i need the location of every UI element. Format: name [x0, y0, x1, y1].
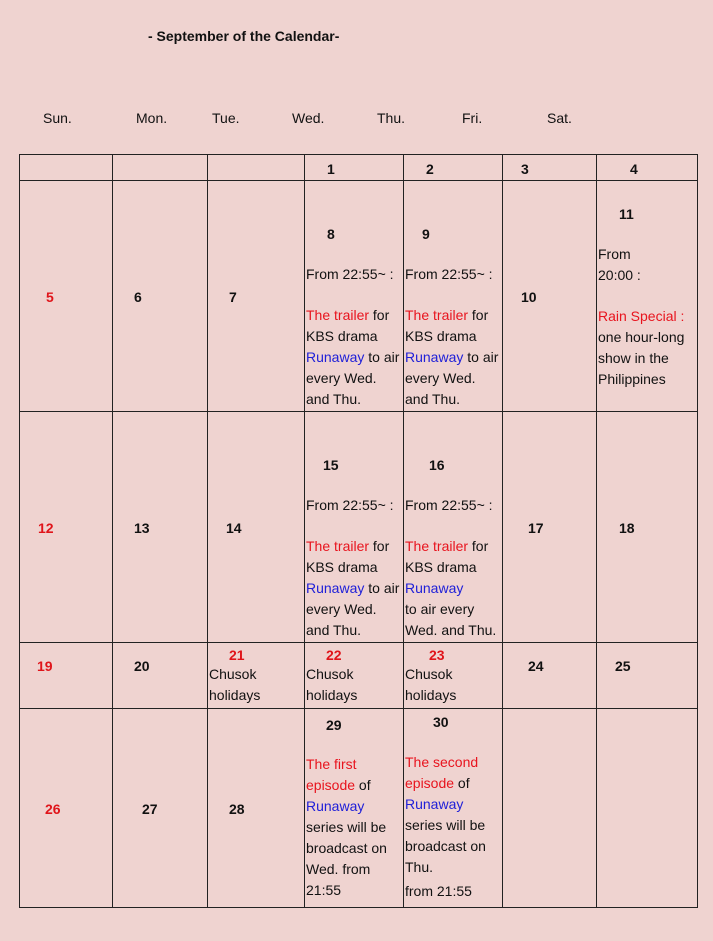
- day-cell-11: [597, 181, 698, 412]
- event-note: [306, 495, 403, 641]
- day-cell-20: [113, 643, 208, 709]
- day-cell-3: [503, 155, 597, 181]
- day-cell-14: [208, 412, 305, 643]
- week-row-3: [20, 643, 698, 709]
- event-note: [306, 664, 403, 706]
- event-text: to air every: [405, 601, 475, 617]
- event-text: KBS drama: [405, 559, 477, 575]
- event-time: From 22:55~ :: [405, 497, 493, 513]
- day-number: 30: [433, 714, 449, 730]
- event-note: [598, 244, 697, 390]
- day-cell-8: [305, 181, 404, 412]
- day-number: 16: [429, 457, 445, 473]
- day-number: 15: [323, 457, 339, 473]
- event-highlight: episode: [306, 777, 356, 793]
- event-text: of: [454, 775, 470, 791]
- day-number: 29: [326, 717, 342, 733]
- event-trailer-label: The trailer: [405, 307, 469, 323]
- day-number: 8: [327, 226, 335, 242]
- event-time: from 21:55: [405, 883, 472, 899]
- event-highlight: The first: [306, 756, 357, 772]
- event-text: and Thu.: [306, 622, 362, 638]
- event-text: KBS drama: [306, 559, 378, 575]
- day-number: 10: [521, 289, 537, 305]
- calendar-grid: [19, 154, 698, 908]
- event-note: [306, 754, 403, 901]
- day-cell-13: [113, 412, 208, 643]
- day-number: 27: [142, 801, 158, 817]
- weekday-sat: Sat.: [547, 110, 572, 126]
- day-cell-23: [404, 643, 503, 709]
- event-text: broadcast on: [306, 840, 387, 856]
- day-number: 12: [38, 520, 54, 536]
- day-number: 5: [46, 289, 54, 305]
- event-time: From 22:55~ :: [405, 266, 493, 282]
- weekday-tue: Tue.: [212, 110, 240, 126]
- day-cell-16: [404, 412, 503, 643]
- day-cell-7: [208, 181, 305, 412]
- day-cell-28: [208, 709, 305, 908]
- event-text: to air: [364, 349, 400, 365]
- event-text: broadcast on: [405, 838, 486, 854]
- event-text: series will be: [405, 817, 486, 833]
- event-text: for: [468, 538, 489, 554]
- day-cell-30: [404, 709, 503, 908]
- day-cell-12: [20, 412, 113, 643]
- weekday-wed: Wed.: [292, 110, 325, 126]
- weekday-thu: Thu.: [377, 110, 406, 126]
- day-number: 25: [615, 658, 631, 674]
- weekday-mon: Mon.: [136, 110, 168, 126]
- day-number: 6: [134, 289, 142, 305]
- day-cell-18: [597, 412, 698, 643]
- drama-title: Runaway: [405, 580, 464, 596]
- day-cell-empty: [597, 709, 698, 908]
- day-number: 14: [226, 520, 242, 536]
- event-highlight: The second: [405, 754, 479, 770]
- event-text: to air: [364, 580, 400, 596]
- day-cell-15: [305, 412, 404, 643]
- week-row-1: [20, 181, 698, 412]
- event-time: 21:55: [306, 882, 342, 898]
- day-number: 3: [521, 161, 529, 177]
- day-cell-2: [404, 155, 503, 181]
- day-number: 1: [327, 161, 335, 177]
- drama-title: Runaway: [405, 349, 464, 365]
- event-note: [405, 495, 502, 641]
- day-number: 4: [630, 161, 638, 177]
- event-text: From: [598, 246, 631, 262]
- page-title: - September of the Calendar-: [148, 28, 340, 44]
- event-trailer-label: The trailer: [306, 538, 370, 554]
- event-text: :: [676, 308, 685, 324]
- day-cell-21: [208, 643, 305, 709]
- event-time: 20:00 :: [598, 267, 641, 283]
- day-cell-6: [113, 181, 208, 412]
- drama-title: Runaway: [306, 580, 365, 596]
- event-text: Wed. and Thu.: [405, 622, 497, 638]
- event-text: and Thu.: [405, 391, 461, 407]
- day-number: 22: [326, 647, 342, 663]
- day-number: 26: [45, 801, 61, 817]
- event-text: every Wed.: [306, 601, 377, 617]
- day-cell-9: [404, 181, 503, 412]
- day-cell-4: [597, 155, 698, 181]
- day-number: 20: [134, 658, 150, 674]
- day-cell-26: [20, 709, 113, 908]
- day-cell-empty: [113, 155, 208, 181]
- event-text: for: [369, 538, 390, 554]
- day-number: 28: [229, 801, 245, 817]
- day-cell-25: [597, 643, 698, 709]
- event-note: [405, 264, 502, 410]
- day-cell-17: [503, 412, 597, 643]
- drama-title: Runaway: [306, 349, 365, 365]
- day-number: 23: [429, 647, 445, 663]
- event-text: Wed. from: [306, 861, 371, 877]
- day-number: 18: [619, 520, 635, 536]
- day-number: 21: [229, 647, 245, 663]
- day-cell-empty: [503, 709, 597, 908]
- event-time: From 22:55~ :: [306, 497, 394, 513]
- event-text: holidays: [306, 687, 358, 703]
- event-text: Thu.: [405, 859, 434, 875]
- day-cell-1: [305, 155, 404, 181]
- weekday-sun: Sun.: [43, 110, 72, 126]
- event-text: for: [369, 307, 390, 323]
- event-text: show in the: [598, 350, 669, 366]
- day-number: 2: [426, 161, 434, 177]
- week-row-2: [20, 412, 698, 643]
- day-cell-29: [305, 709, 404, 908]
- week-row-4: [20, 709, 698, 908]
- day-cell-22: [305, 643, 404, 709]
- day-number: 19: [37, 658, 53, 674]
- event-time: From 22:55~ :: [306, 266, 394, 282]
- day-cell-empty: [20, 155, 113, 181]
- drama-title: Runaway: [405, 796, 464, 812]
- event-text: Chusok: [306, 666, 354, 682]
- drama-title: Runaway: [306, 798, 365, 814]
- weekday-fri: Fri.: [462, 110, 483, 126]
- day-number: 13: [134, 520, 150, 536]
- day-number: 11: [619, 206, 634, 222]
- event-text: holidays: [405, 687, 457, 703]
- week-row-0: [20, 155, 698, 181]
- event-trailer-label: The trailer: [405, 538, 469, 554]
- event-note: [405, 664, 502, 706]
- event-note: [405, 752, 502, 902]
- day-number: 7: [229, 289, 237, 305]
- day-cell-empty: [208, 155, 305, 181]
- event-text: KBS drama: [405, 328, 477, 344]
- event-text: KBS drama: [306, 328, 378, 344]
- event-text: for: [468, 307, 489, 323]
- day-cell-19: [20, 643, 113, 709]
- event-highlight: episode: [405, 775, 455, 791]
- event-text: holidays: [209, 687, 261, 703]
- event-text: to air: [463, 349, 499, 365]
- event-text: every Wed.: [306, 370, 377, 386]
- event-trailer-label: The trailer: [306, 307, 370, 323]
- event-text: every Wed.: [405, 370, 476, 386]
- event-text: series will be: [306, 819, 387, 835]
- day-number: 24: [528, 658, 544, 674]
- day-cell-27: [113, 709, 208, 908]
- event-note: [209, 664, 304, 706]
- day-cell-10: [503, 181, 597, 412]
- event-text: and Thu.: [306, 391, 362, 407]
- day-number: 17: [528, 520, 544, 536]
- event-text: of: [355, 777, 371, 793]
- event-text: Philippines: [598, 371, 666, 387]
- day-number: 9: [422, 226, 430, 242]
- event-text: Chusok: [405, 666, 453, 682]
- day-cell-24: [503, 643, 597, 709]
- event-text: one hour-long: [598, 329, 685, 345]
- day-cell-5: [20, 181, 113, 412]
- event-text: Chusok: [209, 666, 257, 682]
- event-highlight: Rain Special: [598, 308, 677, 324]
- event-note: [306, 264, 403, 410]
